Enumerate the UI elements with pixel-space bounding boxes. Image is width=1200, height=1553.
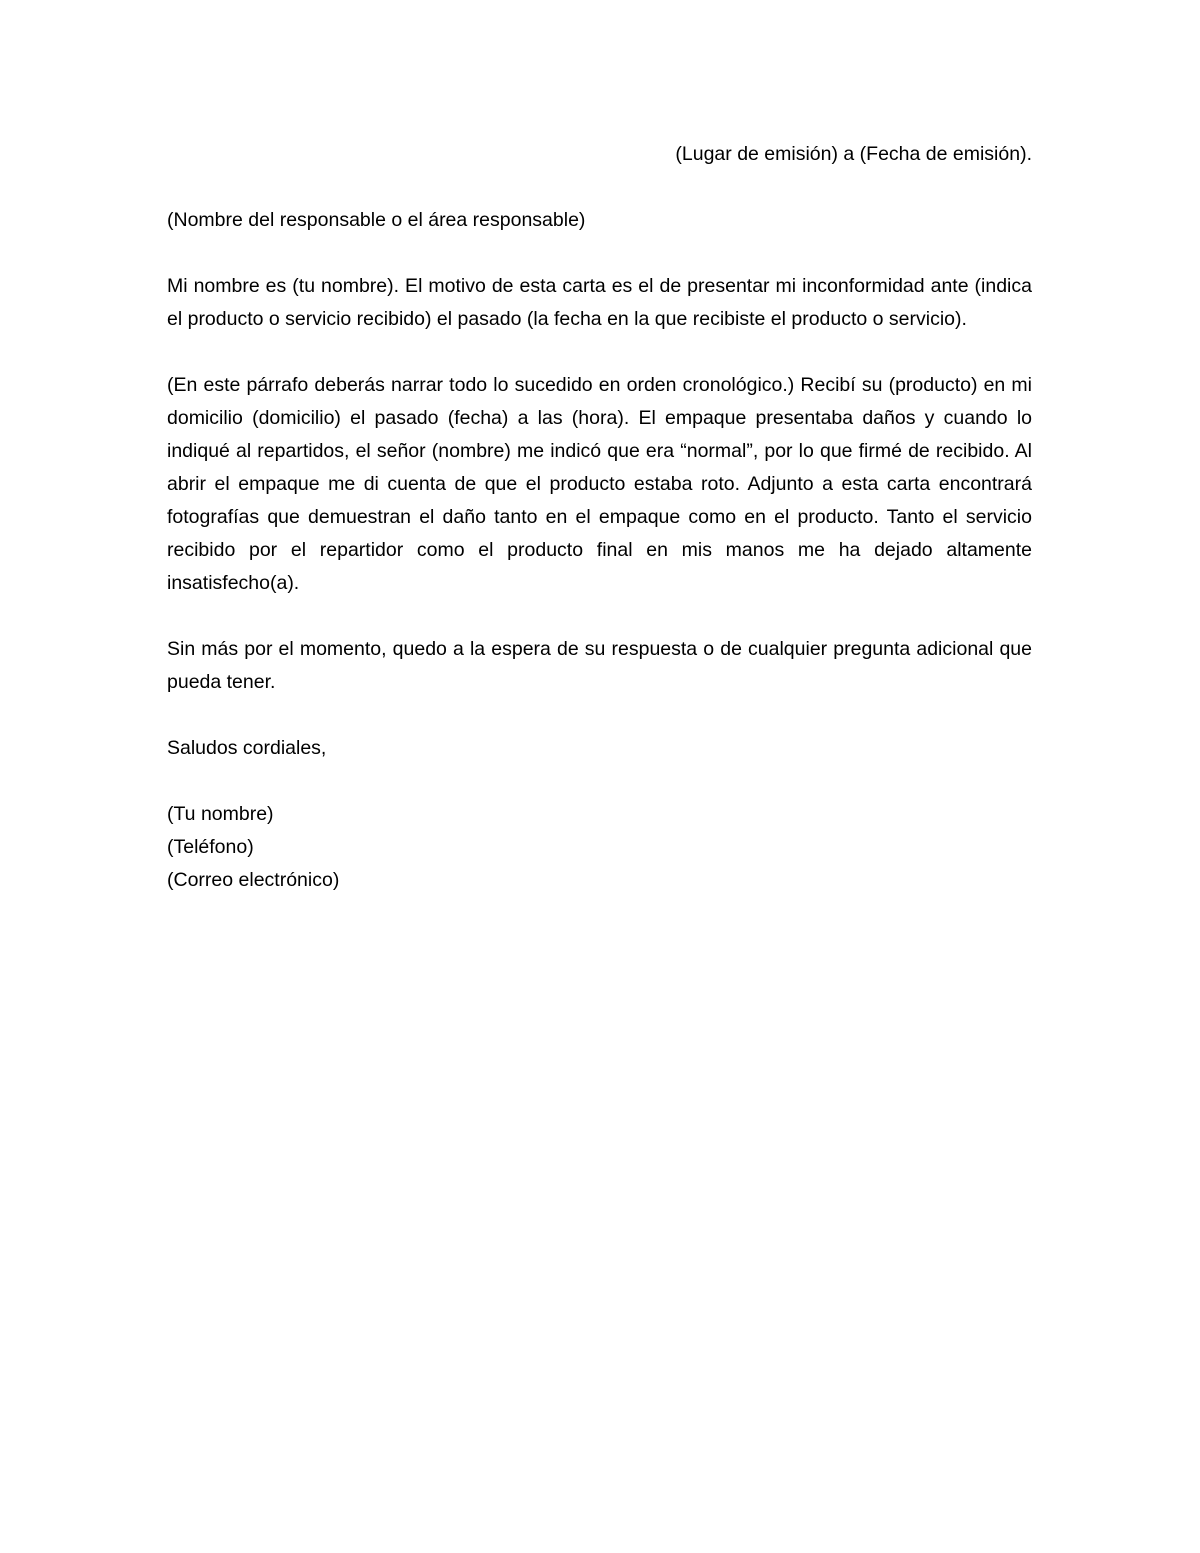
closing-salutation: Saludos cordiales,	[167, 737, 327, 759]
signature-email: (Correo electrónico)	[167, 869, 340, 891]
letter-body	[167, 138, 1032, 897]
signature-name: (Tu nombre)	[167, 803, 274, 825]
paragraph-narration: (En este párrafo deberás narrar todo lo sucedido en orden cronológico.) Recibí su (producto) en mi domicilio (domicilio) el pasado (fecha) a las (hora). El empaque presentaba daños y cuando lo indiqué al repartidos, el señor (nombre) me indicó que era “normal”, por lo que firmé de recibido. Al abrir el empaque me di cuenta de que el producto estaba roto. Adjunto a esta carta encontrará fotografías que demuestran el daño tanto en el empaque como en el producto. Tanto el servicio recibido por el repartidor como el producto final en mis manos me ha dejado altamente insatisfecho(a).	[167, 374, 1032, 594]
place-and-date: (Lugar de emisión) a (Fecha de emisión).	[675, 143, 1032, 165]
paragraph-introduction: Mi nombre es (tu nombre). El motivo de esta carta es el de presentar mi inconformidad ante (indica el producto o servicio recibido) el pasado (la fecha en la que recibiste el producto o servicio).	[167, 275, 1032, 330]
signature-phone: (Teléfono)	[167, 836, 254, 858]
paragraph-farewell: Sin más por el momento, quedo a la espera de su respuesta o de cualquier pregunta adicional que pueda tener.	[167, 638, 1032, 693]
recipient: (Nombre del responsable o el área responsable)	[167, 209, 586, 231]
